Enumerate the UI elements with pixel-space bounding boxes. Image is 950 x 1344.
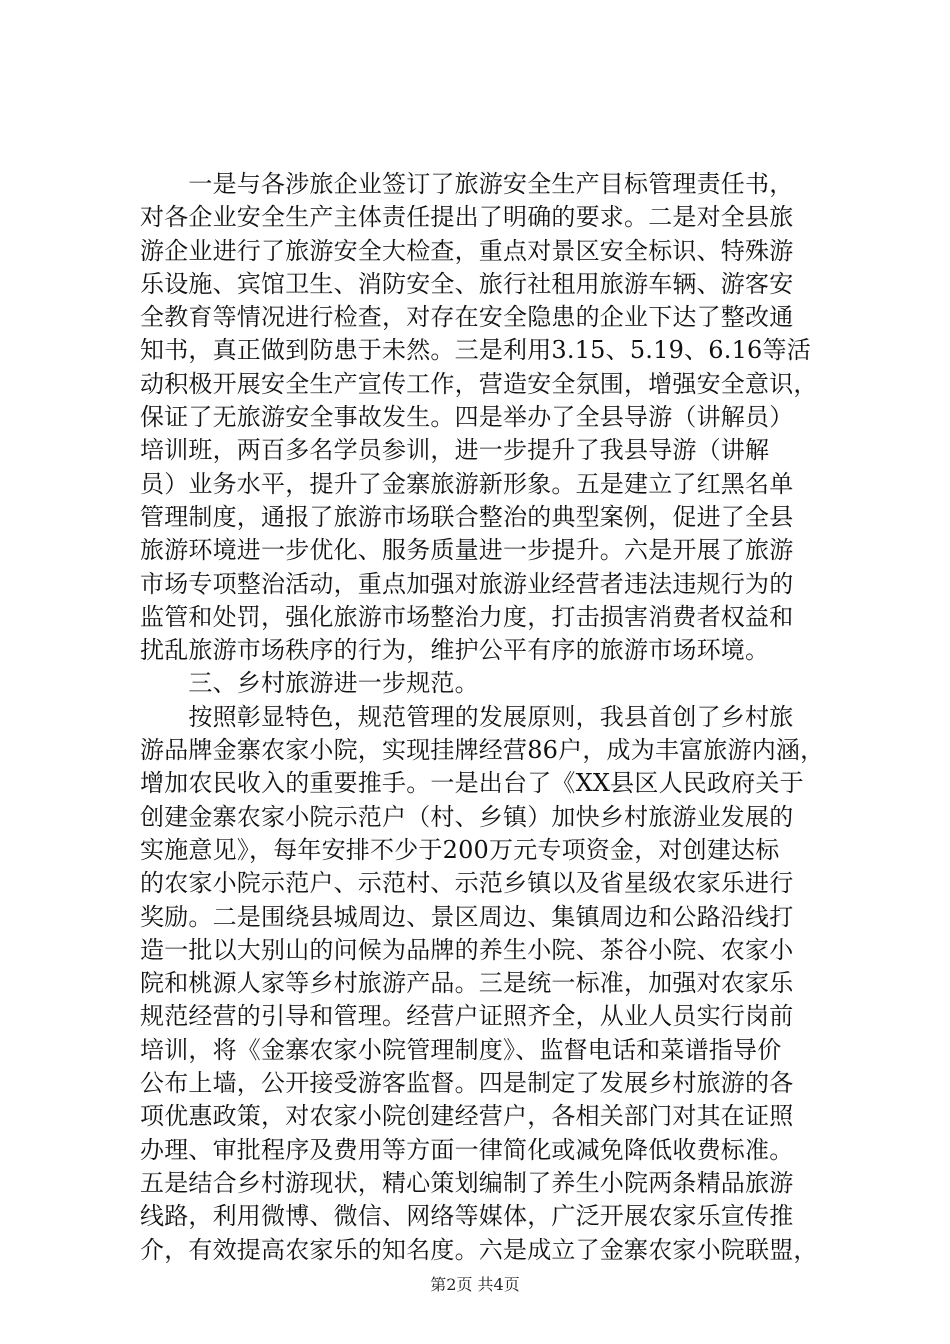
text-line: 增加农民收入的重要推手。一是出台了《XX县区人民政府关于: [140, 769, 804, 798]
text-line: 创建金寨农家小院示范户（村、乡镇）加快乡村旅游业发展的: [140, 802, 794, 831]
text-line: 介，有效提高农家乐的知名度。六是成立了金寨农家小院联盟，: [140, 1235, 818, 1264]
text-line: 一是与各涉旅企业签订了旅游安全生产目标管理责任书，: [140, 170, 794, 198]
text-line: 规范经营的引导和管理。经营户证照齐全，从业人员实行岗前: [140, 1002, 794, 1031]
text-line: 对各企业安全生产主体责任提出了明确的要求。二是对全县旅: [140, 203, 794, 232]
text-line: 造一批以大别山的问候为品牌的养生小院、茶谷小院、农家小: [140, 935, 794, 964]
text-line: 保证了无旅游安全事故发生。四是举办了全县导游（讲解员）: [140, 403, 794, 432]
text-line: 旅游环境进一步优化、服务质量进一步提升。六是开展了旅游: [140, 536, 794, 565]
body-text: [140, 168, 840, 1267]
text-line: 乐设施、宾馆卫生、消防安全、旅行社租用旅游车辆、游客安: [140, 269, 794, 298]
text-line: 监管和处罚，强化旅游市场整治力度，打击损害消费者权益和: [140, 602, 794, 631]
text-line: 办理、审批程序及费用等方面一律简化或减免降低收费标准。: [140, 1135, 794, 1164]
text-line: 市场专项整治活动，重点加强对旅游业经营者违法违规行为的: [140, 569, 794, 598]
text-line: 三、乡村旅游进一步规范。: [140, 669, 479, 698]
text-line: 全教育等情况进行检查，对存在安全隐患的企业下达了整改通: [140, 303, 794, 332]
text-line: 线路，利用微博、微信、网络等媒体，广泛开展农家乐宣传推: [140, 1202, 794, 1231]
text-line: 按照彰显特色，规范管理的发展原则，我县首创了乡村旅: [140, 702, 794, 731]
text-line: 知书，真正做到防患于未然。三是利用3.15、5.19、6.16等活: [140, 336, 811, 365]
text-line: 游品牌金寨农家小院，实现挂牌经营86户，成为丰富旅游内涵，: [140, 736, 825, 765]
text-line: 奖励。二是围绕县城周边、景区周边、集镇周边和公路沿线打: [140, 902, 794, 931]
text-line: 培训，将《金寨农家小院管理制度》、监督电话和菜谱指导价: [140, 1035, 782, 1064]
text-line: 公布上墙，公开接受游客监督。四是制定了发展乡村旅游的各: [140, 1069, 794, 1098]
text-line: 实施意见》，每年安排不少于200万元专项资金，对创建达标: [140, 835, 780, 864]
text-line: 动积极开展安全生产宣传工作，营造安全氛围，增强安全意识，: [140, 369, 818, 398]
text-line: 管理制度，通报了旅游市场联合整治的典型案例，促进了全县: [140, 502, 794, 531]
text-line: 扰乱旅游市场秩序的行为，维护公平有序的旅游市场环境。: [140, 636, 770, 665]
text-line: 院和桃源人家等乡村旅游产品。三是统一标准，加强对农家乐: [140, 969, 794, 998]
text-line: 游企业进行了旅游安全大检查，重点对景区安全标识、特殊游: [140, 236, 794, 265]
text-line: 五是结合乡村游现状，精心策划编制了养生小院两条精品旅游: [140, 1168, 794, 1197]
text-line: 培训班，两百多名学员参训，进一步提升了我县导游（讲解: [140, 436, 770, 465]
text-line: 的农家小院示范户、示范村、示范乡镇以及省星级农家乐进行: [140, 869, 794, 898]
page-footer: 第2页 共4页: [430, 1275, 520, 1294]
text-line: 项优惠政策，对农家小院创建经营户，各相关部门对其在证照: [140, 1102, 794, 1131]
text-line: 员）业务水平，提升了金寨旅游新形象。五是建立了红黑名单: [140, 469, 794, 498]
